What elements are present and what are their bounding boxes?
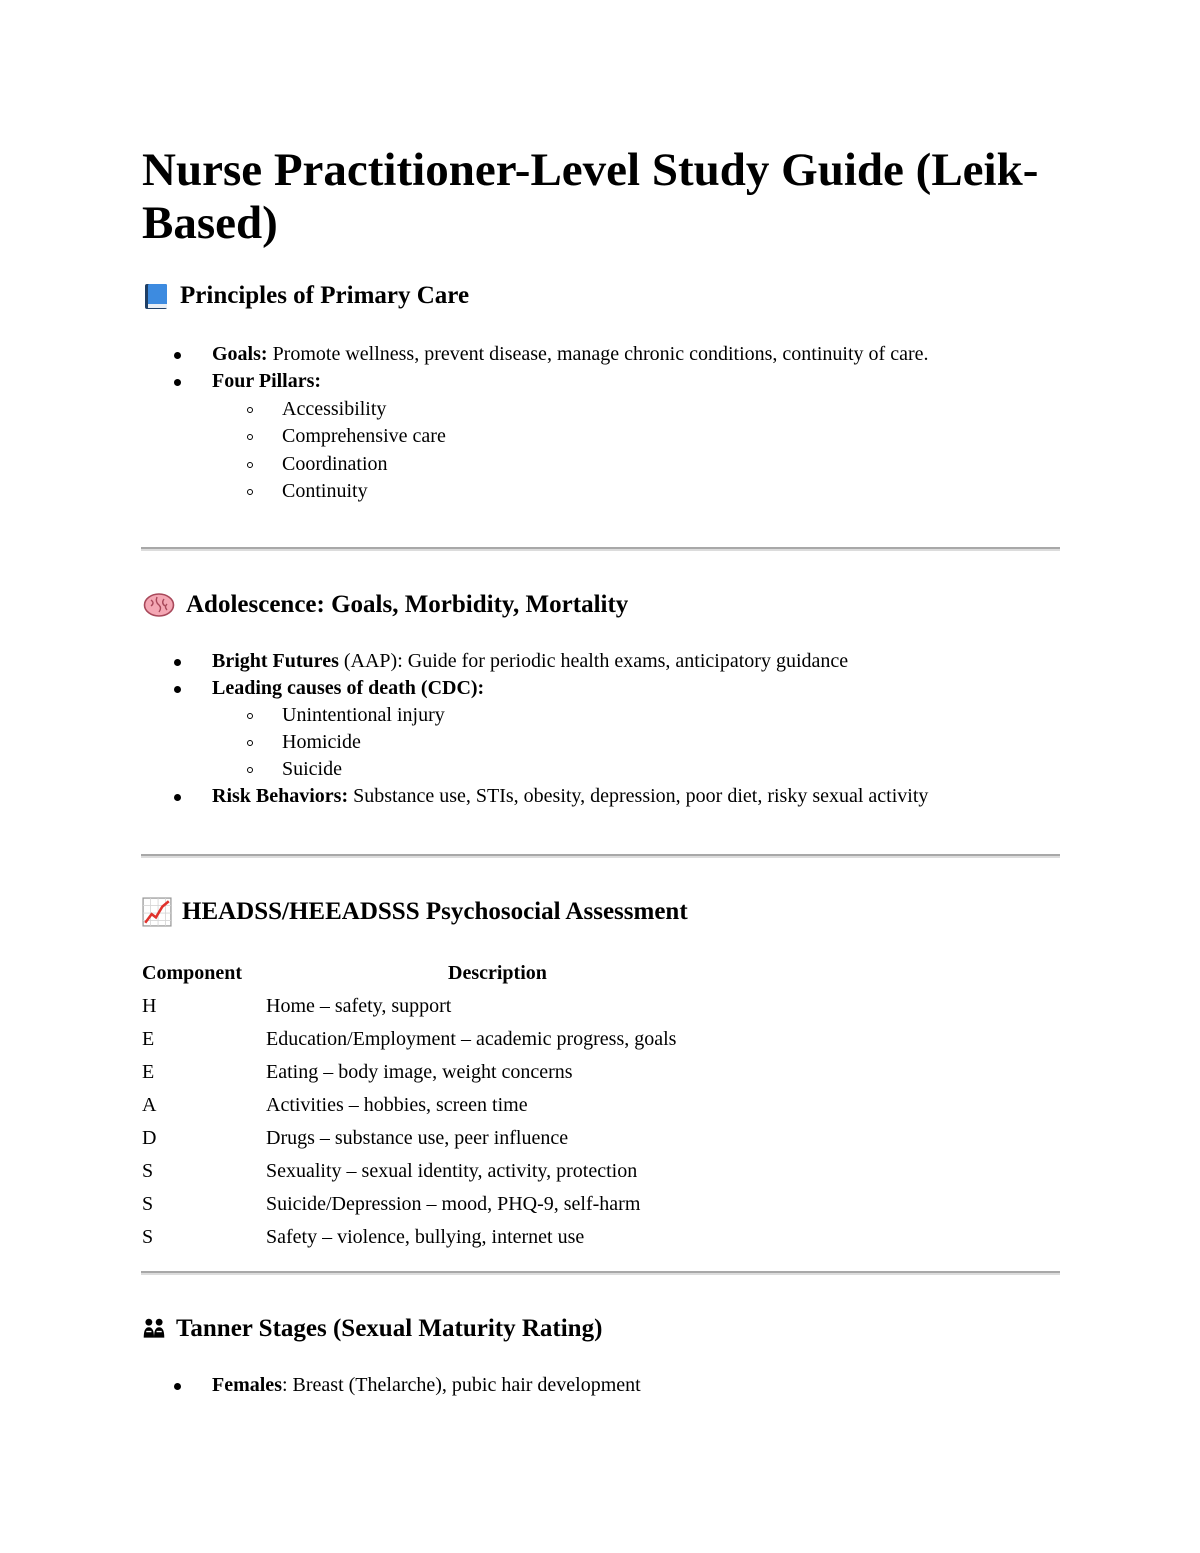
list-item-females: Females: Breast (Thelarche), pubic hair development: [142, 1372, 641, 1399]
horizontal-divider: [141, 1271, 1060, 1275]
brain-icon: [142, 591, 176, 619]
list-item-bright-futures: Bright Futures (AAP): Guide for periodic health exams, anticipatory guidance: [142, 648, 848, 675]
bullet: [174, 659, 181, 666]
list-item-cause: Suicide: [142, 756, 342, 783]
section-heading-tanner: [142, 1314, 602, 1344]
sub-bullet: [247, 713, 253, 719]
column-header-description: Description: [448, 962, 547, 984]
horizontal-divider: [141, 547, 1060, 551]
sub-bullet: [247, 407, 253, 413]
sub-bullet: [247, 767, 253, 773]
list-item-four-pillars: Four Pillars:: [142, 368, 321, 395]
section-heading-text: Principles of Primary Care: [180, 282, 470, 309]
sub-bullet: [247, 489, 253, 495]
section-heading-adolescence: [142, 590, 628, 620]
horizontal-divider: [141, 854, 1060, 858]
list-item-leading-causes: Leading causes of death (CDC):: [142, 675, 484, 702]
list-item-pillar: Accessibility: [142, 396, 386, 423]
bullet: [174, 686, 181, 693]
list-item-risk-behaviors: Risk Behaviors: Substance use, STIs, obesity, depression, poor diet, risky sexual activity: [142, 783, 928, 810]
chart-increasing-icon: [142, 897, 172, 927]
section-heading-headss: [142, 897, 688, 927]
sub-bullet: [247, 740, 253, 746]
section-heading-text: Tanner Stages (Sexual Maturity Rating): [176, 1315, 603, 1342]
list-item-cause: Homicide: [142, 729, 361, 756]
list-item-pillar: Continuity: [142, 478, 368, 505]
bullet: [174, 352, 181, 359]
bullet: [174, 794, 181, 801]
bullet: [174, 379, 181, 386]
list-item-cause: Unintentional injury: [142, 702, 445, 729]
document-page: Nurse Practitioner-Level Study Guide (Leik-Based) Principles of Primary Care Goals: Promote wellness, prevent disease, manage chronic conditions, continuity of care. Four Pillars: Accessibility Comprehensive care Coordination Continuity Adolescence: Goals, Morbidity, Mortality Bright Futures (AAP): Guide for periodic health exams, anticipatory guidance Leading causes of death (CDC): Unintentional injury Homicide Suicide Risk Behaviors: Substance use, STIs, obesity, depression, poor diet, risky sexual activity HEADSS/HEEADSSS Psychosocial Assessment Component Description H Home – safety, support E Education/Employment – academic progress, goals E Eating – body image, weight concerns A Activities – hobbies, screen time D Drugs – substance use, peer influence S Sexuality – sexual identity, activity, protection S Suicide/Depression – mood, PHQ-9, self-harm S Safety – violence, bullying, internet use Tanner Stages (Sexual Maturity Rating) Females: Breast (Thelarche), pubic hair development: [0, 0, 1200, 1553]
list-item-pillar: Comprehensive care: [142, 423, 446, 450]
blue-book-icon: [142, 282, 170, 310]
bullet: [174, 1383, 181, 1390]
section-heading-text: HEADSS/HEEADSSS Psychosocial Assessment: [182, 898, 688, 925]
people-icon: [142, 1317, 166, 1341]
sub-bullet: [247, 462, 253, 468]
column-header-component: Component: [142, 962, 243, 984]
sub-bullet: [247, 434, 253, 440]
list-item-pillar: Coordination: [142, 451, 388, 478]
section-heading-primary-care: [142, 281, 469, 311]
list-item-goals: Goals: Promote wellness, prevent disease, manage chronic conditions, continuity of care.: [142, 341, 928, 368]
section-heading-text: Adolescence: Goals, Morbidity, Mortality: [186, 591, 629, 618]
page-title: Nurse Practitioner-Level Study Guide (Leik-Based): [142, 144, 1039, 249]
